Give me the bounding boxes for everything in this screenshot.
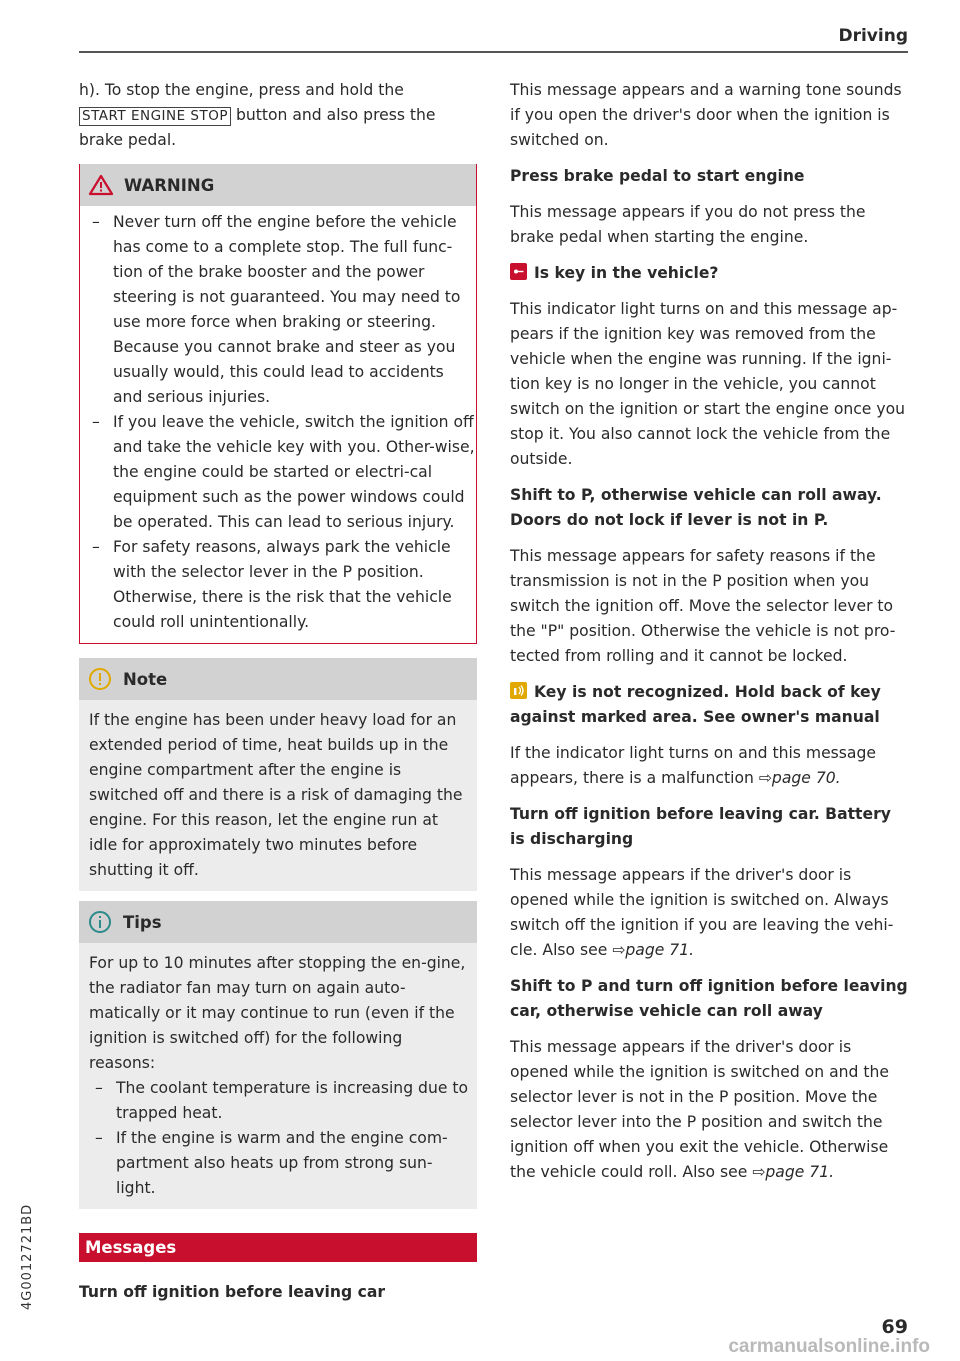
message-heading-line: Shift to P, otherwise vehicle can roll away. [510,486,882,504]
message-paragraph: This message appears and a warning tone sounds if you open the driver's door when the ignition is switched on. [510,81,902,149]
warning-title: WARNING [124,175,215,195]
message-heading-text: Key is not recognized. Hold back of key against marked area. See owner's manual [510,683,881,726]
message-heading-shift-and-turn-off: Shift to P and turn off ignition before leaving car, otherwise vehicle can roll away [510,977,908,1020]
message-heading-key-not-recognized [510,680,908,730]
warning-body [80,206,476,643]
intro-paragraph [79,78,477,153]
message-paragraph: This indicator light turns on and this message ap-pears if the ignition key was removed from the vehicle when the engine was running. If the igni-tion key is no longer in the vehicle, you cannot switch on the ignition or start the engine once you stop it. You also cannot lock the vehicle from the outside. [510,300,906,468]
watermark: carmanualsonline.info [728,1336,930,1357]
warning-triangle-icon [86,173,116,197]
page-reference-link[interactable]: page 71. [765,1163,835,1181]
message-heading-battery: Turn off ignition before leaving car. Battery is discharging [510,805,891,848]
message-paragraph [510,863,908,963]
left-column [79,78,477,1316]
tips-text: For up to 10 minutes after stopping the en-gine, the radiator fan may turn on again auto-matically or it may continue to run (even if the ignition is switched off) for the following reasons: [89,954,466,1072]
message-paragraph: This message appears if you do not press the brake pedal when starting the engine. [510,203,866,246]
tips-body [79,943,477,1209]
note-exclamation-icon [85,667,115,691]
message-heading-line: Doors do not lock if lever is not in P. [510,511,829,529]
note-body: If the engine has been under heavy load for an extended period of time, heat builds up in the engine compartment after the engine is switched off and there is a risk of damaging the engine. For this reason, let the engine run at idle for approximately two minutes before shutting it off. [79,700,477,891]
start-engine-stop-key: START ENGINE STOP [79,107,231,126]
intro-text-end: button and also press the brake pedal. [79,106,436,149]
tips-item: – If the engine is warm and the engine com-partment also heats up from strong sun-light. [89,1126,469,1201]
intro-text-start: h). To stop the engine, press and hold the [79,81,404,99]
tips-title: Tips [123,912,162,932]
section-title: Driving [838,26,908,46]
arrow-ref-icon: ⇨ [758,769,772,787]
tips-header [79,901,477,943]
note-box [79,658,477,891]
tips-list [89,1076,469,1201]
warning-item: – If you leave the vehicle, switch the ignition off and take the vehicle key with you. Other-wise, the engine could be started or electri-cal equipment such as the power windows could be operated. This can lead to serious injury. [86,410,476,535]
key-indicator-icon [510,263,527,280]
info-icon [85,910,115,934]
key-signal-indicator-icon [510,682,527,699]
message-heading-text: Is key in the vehicle? [534,264,719,282]
arrow-ref-icon: ⇨ [752,1163,766,1181]
warning-header [80,164,476,206]
messages-heading: Messages [79,1233,477,1262]
message-heading-turn-off-ignition: Turn off ignition before leaving car [79,1283,386,1301]
message-heading-press-brake: Press brake pedal to start engine [510,167,805,185]
warning-item: – Never turn off the engine before the vehicle has come to a complete stop. The full func-tion of the brake booster and the power steering is not guaranteed. You may need to use more force when braking or steering. Because you cannot brake and steer as you usually would, this could lead to accidents and serious injuries. [86,210,476,410]
message-heading-shift-to-p [510,483,908,533]
message-text: This message appears if the driver's door is opened while the ignition is switched on and the selector lever is not in the P position. Move the selector lever into the P position and switch the ignition off when you exit the vehicle. Otherwise the vehicle could roll. Also see [510,1038,889,1181]
message-paragraph [510,741,908,791]
header-rule [79,51,908,53]
message-heading-key-in-vehicle [510,261,908,286]
document-code: 4G0012721BD [20,1203,35,1310]
right-column [510,78,908,1196]
note-header [79,658,477,700]
warning-box [79,164,477,644]
page-reference-link[interactable]: page 70. [771,769,841,787]
message-paragraph: This message appears for safety reasons if the transmission is not in the P position when you switch the ignition off. Move the selector lever to the "P" position. Otherwise the vehicle is not pro-tected from rolling and it cannot be locked. [510,547,896,665]
message-text: This message appears if the driver's door is opened while the ignition is switched on. Always switch off the ignition if you are leaving the vehi-cle. Also see [510,866,894,959]
warning-list [86,210,476,635]
note-title: Note [123,669,168,689]
page-reference-link[interactable]: page 71. [625,941,695,959]
arrow-ref-icon: ⇨ [612,941,626,959]
page-number: 69 [881,1316,908,1338]
warning-item: – For safety reasons, always park the vehicle with the selector lever in the P position. Otherwise, there is the risk that the vehicle could roll unintentionally. [86,535,476,635]
tips-item: – The coolant temperature is increasing due to trapped heat. [89,1076,469,1126]
message-paragraph [510,1035,908,1185]
message-text: If the indicator light turns on and this message appears, there is a malfunction [510,744,876,787]
tips-box [79,901,477,1209]
